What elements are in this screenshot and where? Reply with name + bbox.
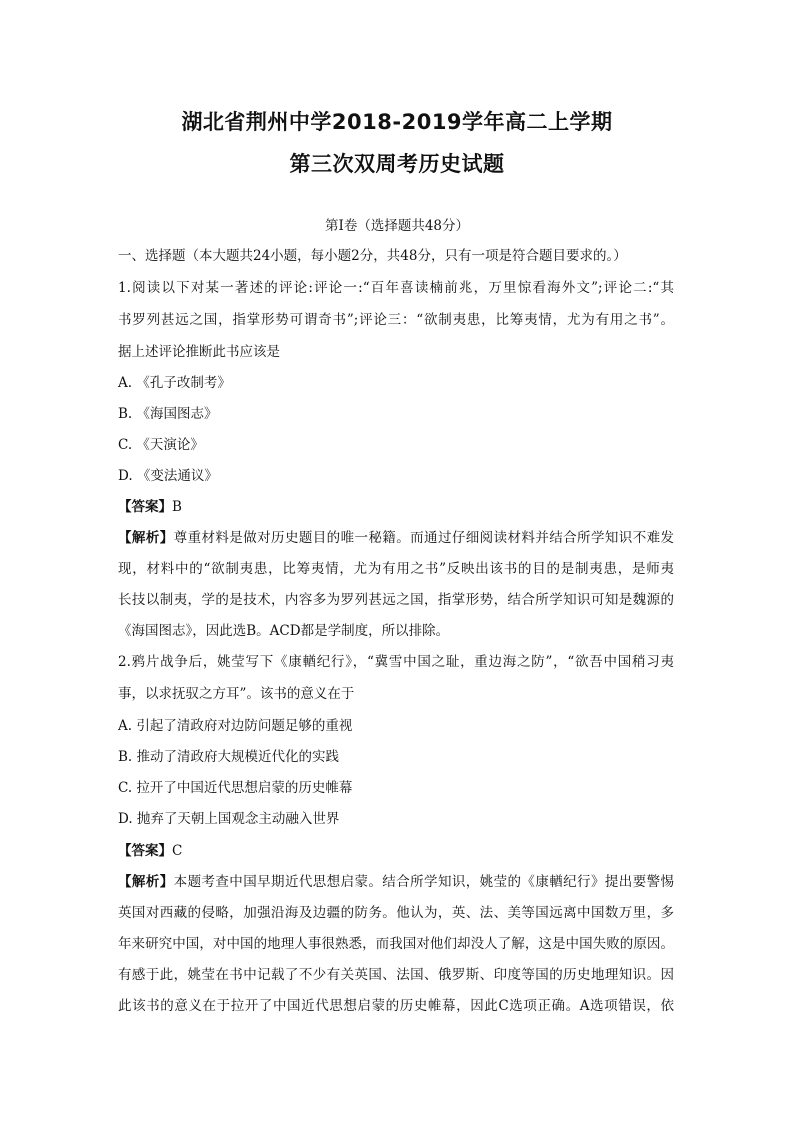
q2-analysis-line4: 有感于此，姚莹在书中记载了不少有关英国、法国、俄罗斯、印度等国的历史地理知识。因: [118, 967, 674, 983]
q1-option-a: A. 《孔子改制考》: [118, 375, 231, 391]
q1-option-b: B. 《海国图志》: [118, 406, 218, 422]
document-title-line1: 湖北省荆州中学2018-2019学年高二上学期: [181, 110, 613, 134]
q2-analysis-line5: 此该书的意义在于拉开了中国近代思想启蒙的历史帷幕，因此C选项正确。A选项错误，依: [118, 998, 674, 1014]
q2-analysis-line3: 年来研究中国，对中国的地理人事很熟悉，而我国对他们却没人了解，这是中国失败的原因。: [118, 936, 674, 952]
q1-analysis-line4: 《海国图志》，因此选B。ACD都是学制度，所以排除。: [118, 623, 450, 639]
q2-analysis-label: 【解析】: [118, 874, 174, 890]
q2-answer-value: C: [172, 843, 183, 859]
q1-option-d: D. 《变法通议》: [118, 468, 218, 484]
q1-analysis-text1: 尊重材料是做对历史题目的唯一秘籍。而通过仔细阅读材料并结合所学知识不难发: [173, 530, 674, 546]
q2-stem-line2: 事，以求抚驭之方耳”。该书的意义在于: [118, 686, 355, 702]
q1-analysis-line3: 长技以制夷，学的是技术，内容多为罗列甚远之国，指掌形势，结合所学知识可知是魏源的: [118, 592, 674, 608]
q1-analysis-line1: [118, 528, 674, 548]
q1-stem-line2: 书罗列甚远之国，指掌形势可谓奇书”;评论三：“欲制夷患，比筹夷情，尤为有用之书”。: [118, 312, 674, 328]
q1-stem-line1: 1.阅读以下对某一著述的评论:评论一:“百年喜读楠前兆，万里惊看海外文”;评论二:“其: [118, 280, 674, 296]
q2-option-d: D. 抛弃了天朝上国观念主动融入世界: [118, 811, 340, 827]
q2-option-b: B. 推动了清政府大规模近代化的实践: [118, 749, 340, 765]
q2-analysis-line1: [118, 872, 674, 892]
q2-analysis-line2: 英国对西藏的侵略，加强沿海及边疆的防务。他认为，英、法、美等国远离中国数万里，多: [118, 905, 674, 921]
q1-option-c: C. 《天演论》: [118, 437, 204, 453]
q1-answer-value: B: [172, 499, 182, 515]
q1-stem-line3: 据上述评论推断此书应该是: [118, 344, 280, 360]
q1-answer: [118, 497, 182, 517]
q1-analysis-line2: 现，材料中的“欲制夷患，比筹夷情，尤为有用之书”反映出该书的目的是制夷患，是师夷: [118, 561, 674, 577]
section-header: 第Ⅰ卷（选择题共48分）: [324, 218, 469, 234]
instructions: 一、选择题（本大题共24小题，每小题2分，共48分，只有一项是符合题目要求的。）: [118, 248, 627, 264]
q2-analysis-text1: 本题考查中国早期近代思想启蒙。结合所学知识，姚莹的《康輶纪行》提出要警惕: [173, 874, 674, 890]
q2-answer: [118, 841, 182, 861]
document-title-line2: 第三次双周考历史试题: [289, 152, 505, 176]
q1-analysis-label: 【解析】: [118, 530, 174, 546]
q2-option-c: C. 拉开了中国近代思想启蒙的历史帷幕: [118, 780, 353, 796]
q2-stem-line1: 2.鸦片战争后，姚莹写下《康輶纪行》，“冀雪中国之耻，重边海之防”，“欲吾中国稍习夷: [118, 654, 674, 670]
q1-answer-label: 【答案】: [118, 499, 172, 515]
q2-option-a: A. 引起了清政府对边防问题足够的重视: [118, 718, 353, 734]
q2-answer-label: 【答案】: [118, 843, 172, 859]
